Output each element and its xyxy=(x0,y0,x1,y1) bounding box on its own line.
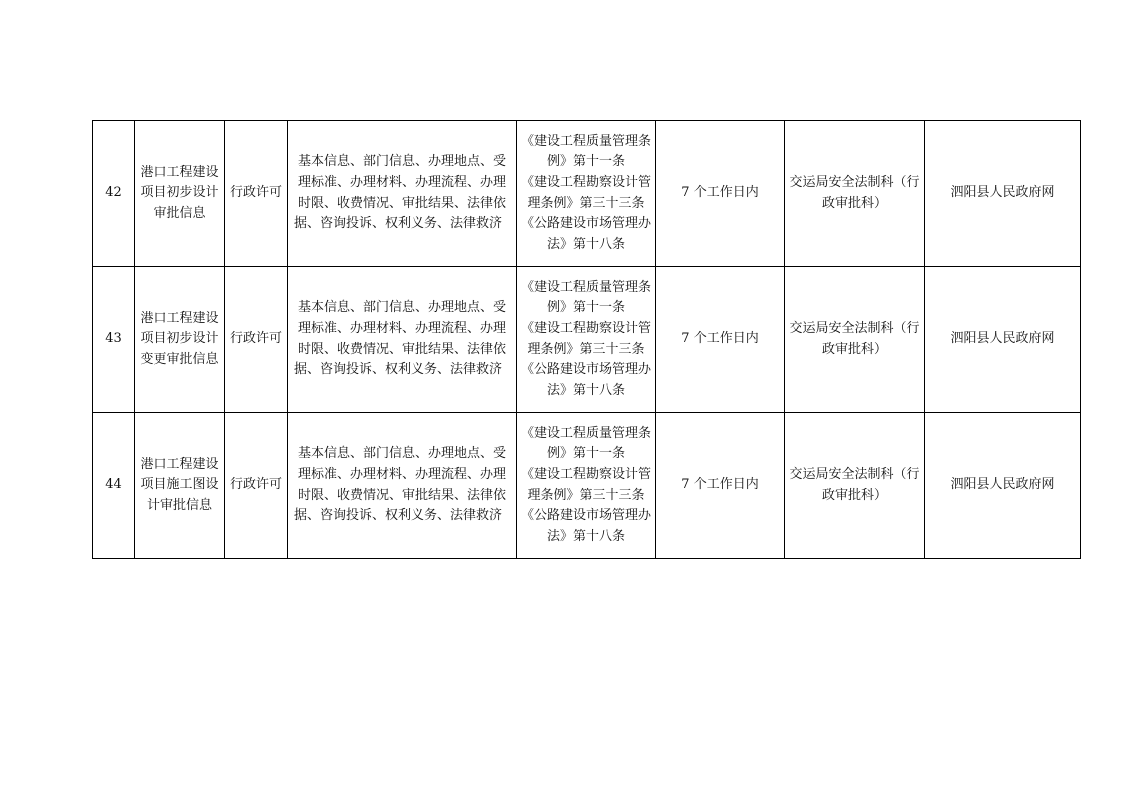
legal-basis xyxy=(517,413,656,559)
disclosure-content xyxy=(288,413,517,559)
publication-channel: 泗阳县人民政府网 xyxy=(925,413,1081,559)
row-number: 42 xyxy=(93,121,135,267)
time-limit: 7 个工作日内 xyxy=(656,121,785,267)
table-row xyxy=(93,413,1081,559)
responsible-department: 交运局安全法制科（行政审批科） xyxy=(785,267,925,413)
legal-basis-line: 《建设工程勘察设计管理条例》第三十三条 xyxy=(520,174,651,211)
item-type: 行政许可 xyxy=(225,267,288,413)
item-name: 港口工程建设项目初步设计审批信息 xyxy=(135,121,225,267)
time-limit: 7 个工作日内 xyxy=(656,267,785,413)
legal-basis-line: 《建设工程勘察设计管理条例》第三十三条 xyxy=(520,466,651,503)
disclosure-content-text: 基本信息、部门信息、办理地点、受理标准、办理材料、办理流程、办理时限、收费情况、审批结果、法律依据、咨询投诉、权利义务、法律救济 xyxy=(294,300,506,378)
disclosure-content xyxy=(288,267,517,413)
legal-basis-line: 《公路建设市场管理办法》第十八条 xyxy=(520,216,651,252)
legal-basis-line: 《建设工程质量管理条例》第十一条 xyxy=(520,425,651,462)
item-type: 行政许可 xyxy=(225,121,288,267)
disclosure-content xyxy=(288,121,517,267)
disclosure-table xyxy=(92,120,1081,559)
responsible-department: 交运局安全法制科（行政审批科） xyxy=(785,413,925,559)
time-limit: 7 个工作日内 xyxy=(656,413,785,559)
row-number: 44 xyxy=(93,413,135,559)
item-name: 港口工程建设项目初步设计变更审批信息 xyxy=(135,267,225,413)
publication-channel: 泗阳县人民政府网 xyxy=(925,267,1081,413)
item-name: 港口工程建设项目施工图设计审批信息 xyxy=(135,413,225,559)
legal-basis-line: 《建设工程质量管理条例》第十一条 xyxy=(520,279,651,316)
publication-channel: 泗阳县人民政府网 xyxy=(925,121,1081,267)
legal-basis-line: 《公路建设市场管理办法》第十八条 xyxy=(520,362,651,398)
item-type: 行政许可 xyxy=(225,413,288,559)
legal-basis xyxy=(517,267,656,413)
table-row xyxy=(93,121,1081,267)
disclosure-content-text: 基本信息、部门信息、办理地点、受理标准、办理材料、办理流程、办理时限、收费情况、审批结果、法律依据、咨询投诉、权利义务、法律救济 xyxy=(294,446,506,524)
table-row xyxy=(93,267,1081,413)
legal-basis-line: 《公路建设市场管理办法》第十八条 xyxy=(520,508,651,544)
legal-basis-line: 《建设工程质量管理条例》第十一条 xyxy=(520,133,651,170)
responsible-department: 交运局安全法制科（行政审批科） xyxy=(785,121,925,267)
legal-basis xyxy=(517,121,656,267)
disclosure-content-text: 基本信息、部门信息、办理地点、受理标准、办理材料、办理流程、办理时限、收费情况、审批结果、法律依据、咨询投诉、权利义务、法律救济 xyxy=(294,154,506,232)
row-number: 43 xyxy=(93,267,135,413)
legal-basis-line: 《建设工程勘察设计管理条例》第三十三条 xyxy=(520,320,651,357)
